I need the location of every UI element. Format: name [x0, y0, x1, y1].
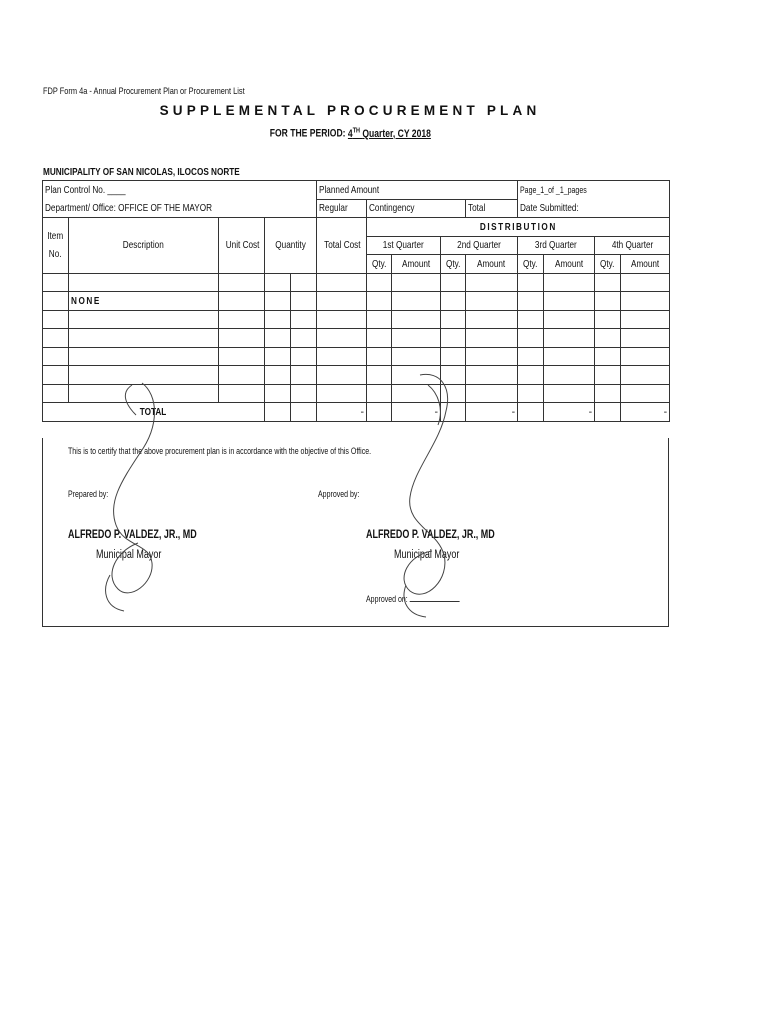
approver-title: Municipal Mayor: [394, 549, 460, 561]
total-amount-label: Total: [466, 199, 518, 218]
col-item-no: Item No.: [43, 218, 69, 274]
preparer-name: ALFREDO P. VALDEZ, JR., MD: [68, 529, 197, 541]
period-number: 4: [347, 127, 353, 140]
none-entry: NONE: [69, 292, 219, 311]
planned-amount-label: Planned Amount: [317, 181, 518, 200]
total-cost-value: -: [317, 403, 367, 422]
table-row: [43, 310, 670, 329]
col-quantity: Quantity: [265, 218, 317, 274]
page-title: SUPPLEMENTAL PROCUREMENT PLAN: [159, 103, 541, 118]
col-quarter-3: 3rd Quarter: [518, 236, 595, 255]
q3-total-amount: -: [544, 403, 595, 422]
table-row: [43, 384, 670, 403]
distribution-header: DISTRIBUTION: [367, 218, 670, 237]
plan-control-no: Plan Control No. ____: [43, 181, 317, 200]
approver-name: ALFREDO P. VALDEZ, JR., MD: [366, 529, 495, 541]
q1-amount-header: Amount: [392, 255, 441, 274]
certification-text: This is to certify that the above procurement plan is in accordance with the objective of this Office.: [68, 446, 372, 456]
col-unit-cost: Unit Cost: [219, 218, 265, 274]
approved-on: Approved on:: [366, 594, 486, 604]
q4-qty-header: Qty.: [595, 255, 621, 274]
period-suffix: TH: [352, 127, 360, 134]
municipality-name: MUNICIPALITY OF SAN NICOLAS, ILOCOS NORTE: [43, 166, 240, 178]
page-info: Page_1_of _1_pages: [518, 181, 670, 200]
total-label: TOTAL: [43, 403, 265, 422]
col-description: Description: [69, 218, 219, 274]
procurement-table: [42, 180, 669, 422]
approved-by-label: Approved by:: [318, 489, 360, 499]
q1-qty-header: Qty.: [367, 255, 392, 274]
q2-amount-header: Amount: [466, 255, 518, 274]
period-line: [0, 127, 700, 140]
q4-total-amount: -: [621, 403, 670, 422]
preparer-title: Municipal Mayor: [96, 549, 162, 561]
q1-total-amount: -: [392, 403, 441, 422]
q4-amount-header: Amount: [621, 255, 670, 274]
table-row: [43, 292, 670, 311]
q2-total-amount: -: [466, 403, 518, 422]
contingency-label: Contingency: [367, 199, 466, 218]
table-row: [43, 347, 670, 366]
q2-qty-header: Qty.: [441, 255, 466, 274]
department-office: Department/ Office: OFFICE OF THE MAYOR: [43, 199, 317, 218]
col-total-cost: Total Cost: [317, 218, 367, 274]
table-row: [43, 366, 670, 385]
period-prefix: FOR THE PERIOD:: [269, 127, 346, 140]
table-row: [43, 329, 670, 348]
table-row: [43, 273, 670, 292]
prepared-by-label: Prepared by:: [68, 489, 109, 499]
q3-amount-header: Amount: [544, 255, 595, 274]
form-code: FDP Form 4a - Annual Procurement Plan or Procurement List: [43, 86, 245, 97]
col-quarter-1: 1st Quarter: [367, 236, 441, 255]
col-quarter-2: 2nd Quarter: [441, 236, 518, 255]
col-quarter-4: 4th Quarter: [595, 236, 670, 255]
date-submitted: Date Submitted:: [518, 199, 670, 218]
total-row: [43, 403, 670, 422]
period-rest: Quarter, CY 2018: [362, 127, 431, 140]
q3-qty-header: Qty.: [518, 255, 544, 274]
regular-label: Regular: [317, 199, 367, 218]
